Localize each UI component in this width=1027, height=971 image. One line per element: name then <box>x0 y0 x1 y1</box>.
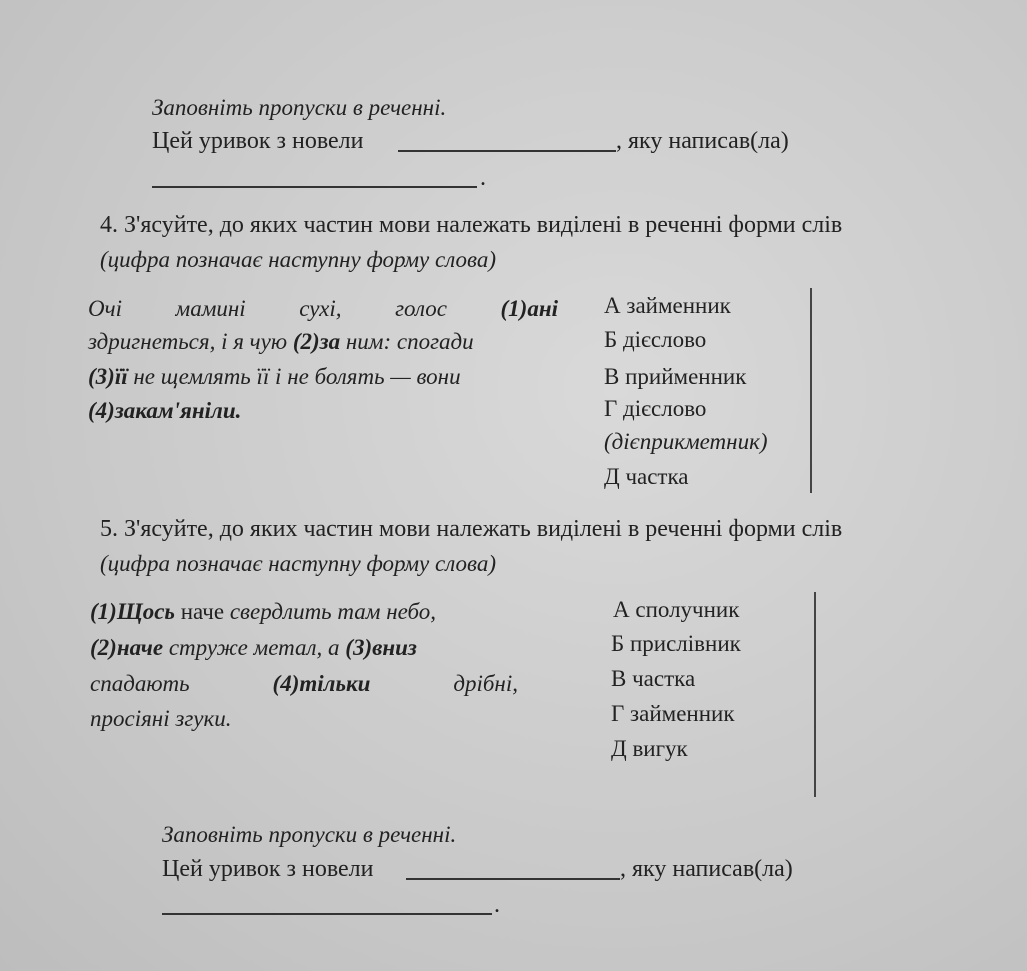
task5-text: струже метал, а <box>163 635 346 660</box>
task5-marked-word-1: (1)Щось <box>90 599 175 624</box>
task4-word-3: сухі, <box>299 296 342 321</box>
task4-marked-word-3: (3)її <box>88 364 128 389</box>
fill1-sentence-start: Цей уривок з новели <box>152 128 364 154</box>
task4-marked-word-2: (2)за <box>292 329 341 354</box>
task5-option-g: Г займенник <box>611 701 735 726</box>
fill2-blank-2[interactable] <box>162 913 492 915</box>
task5-word: спадають <box>90 671 190 696</box>
task5-sentence-line-1 <box>90 599 436 625</box>
fill2-blank-1[interactable] <box>406 878 620 880</box>
task4-text: не щемлять її і не болять — вони <box>127 364 461 389</box>
task5-text: наче <box>174 599 225 624</box>
task4-option-v: В прийменник <box>604 364 747 389</box>
task4-text: ним: спогади <box>340 329 474 354</box>
task5-divider <box>814 592 816 797</box>
task5-marked-word-2: (2)наче <box>90 635 164 660</box>
task4-marked-word-1: (1)ані <box>500 296 558 321</box>
task5-option-a: А сполучник <box>613 597 740 622</box>
fill2-heading: Заповніть пропуски в реченні. <box>162 822 457 847</box>
task5-text: свердлить там небо, <box>224 599 437 624</box>
task5-option-b: Б прислівник <box>611 631 741 656</box>
task5-sentence-line-2 <box>90 635 417 661</box>
task4-marked-word-4: (4)закам'яніли. <box>88 398 242 423</box>
task5-question: 5. З'ясуйте, до яких частин мови належать виділені в реченні форми слів <box>100 516 843 542</box>
fill2-period: . <box>494 892 500 918</box>
task5-sentence-line-4: просіяні згуки. <box>90 706 232 731</box>
task4-option-b: Б дієслово <box>604 327 707 352</box>
task4-sentence-line-3 <box>88 364 461 390</box>
task4-option-d: Д частка <box>604 464 689 489</box>
task4-word-1: Очі <box>88 296 122 321</box>
task4-text: здригнеться, і я чую <box>88 329 293 354</box>
fill1-period: . <box>480 165 486 191</box>
fill1-heading: Заповніть пропуски в реченні. <box>152 95 447 120</box>
task4-word-4: голос <box>395 296 447 321</box>
task4-option-g-note: (дієприкметник) <box>604 429 768 454</box>
task5-word: дрібні, <box>453 671 518 696</box>
task5-option-d: Д вигук <box>611 736 688 761</box>
task4-sentence-line-2 <box>88 329 474 355</box>
fill2-sentence-start: Цей уривок з новели <box>162 856 374 882</box>
task5-note: (цифра позначає наступну форму слова) <box>100 551 497 576</box>
task4-note: (цифра позначає наступну форму слова) <box>100 247 497 272</box>
fill1-blank-2[interactable] <box>152 186 477 188</box>
task5-marked-word-3: (3)вниз <box>345 635 417 660</box>
task4-option-a: А займенник <box>604 293 731 318</box>
task4-option-g: Г дієслово <box>604 396 707 421</box>
task5-marked-word-4: (4)тільки <box>272 671 371 696</box>
fill1-blank-1[interactable] <box>398 150 616 152</box>
fill2-sentence-mid: , яку написав(ла) <box>620 856 793 882</box>
task5-sentence-line-3 <box>90 671 518 697</box>
task4-divider <box>810 288 812 493</box>
task4-sentence-line-1 <box>88 296 558 322</box>
task4-word-2: мамині <box>175 296 246 321</box>
task4-question: 4. З'ясуйте, до яких частин мови належать виділені в реченні форми слів <box>100 212 843 238</box>
task5-option-v: В частка <box>611 666 696 691</box>
fill1-sentence-mid: , яку написав(ла) <box>616 128 789 154</box>
